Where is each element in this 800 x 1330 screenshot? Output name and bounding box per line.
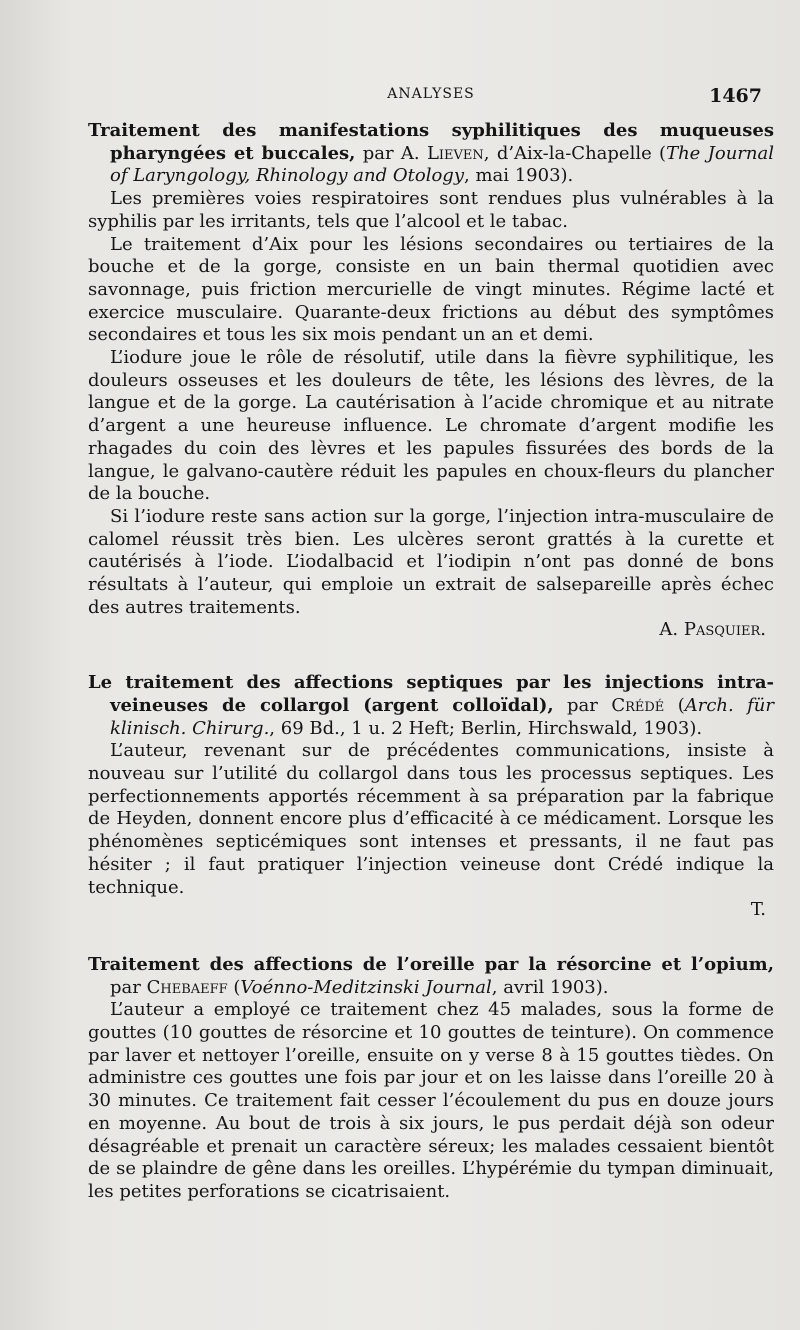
signature-text: A. Pasquier. bbox=[659, 619, 766, 641]
article-journal: Voénno-Meditzinski Journal bbox=[240, 976, 492, 998]
article-paragraph: Si l’iodure reste sans action sur la gorge, l’injection intra-musculaire de calomel réussit très bien. Les ulcères seront grattés à la curette et cautérisés à l’iode. L’iodalbacid et l’iodipin n’ont pas donné de bons résultats à l’auteur, qui emploie un extrait de salsepareille après échec des autres traitements. bbox=[88, 505, 774, 618]
article-author: Chebaeff bbox=[146, 976, 228, 998]
article-location: ( bbox=[227, 976, 241, 998]
article-paragraph: L’iodure joue le rôle de résolutif, utile dans la fièvre syphilitique, les douleurs osseuses et les douleurs de tête, les lésions des lèvres, de la langue et de la gorge. La cautérisation à l’acide chromique et au nitrate d’argent a une heureuse influence. Le chromate d’argent modifie les rhagades du coin des lèvres et les papules fissurées des bords de la langue, le galvano-cautère réduit les papules en choux-fleurs du plancher de la bouche. bbox=[88, 347, 774, 505]
article-collargol bbox=[88, 672, 774, 922]
article-by: par bbox=[110, 976, 147, 998]
article-title: Traitement des manifestations syphilitiques des muqueuses pharyngées et buccales, bbox=[88, 120, 774, 164]
article-date: , mai 1903). bbox=[464, 165, 574, 187]
article-date: , 69 Bd., 1 u. 2 Heft; Berlin, Hirchswald, 1903). bbox=[269, 717, 703, 739]
article-syphilis bbox=[88, 120, 774, 642]
article-oreille bbox=[88, 954, 774, 1204]
article-date: , avril 1903). bbox=[491, 976, 609, 998]
article-signature bbox=[88, 619, 774, 642]
article-paragraph: L’auteur a employé ce traitement chez 45 malades, sous la forme de gouttes (10 gouttes de résorcine et 10 gouttes de teinture). On commence par laver et nettoyer l’oreille, ensuite on y verse 8 à 15 gouttes tièdes. On administre ces gouttes une fois par jour et on les laisse dans l’oreille 20 à 30 minutes. Ce traitement fait cesser l’écoulement du pus en douze jours en moyenne. Au bout de trois à six jours, le pus perdait déjà son odeur désagréable et prenait un caractère séreux; les malades cessaient bientôt de se plaindre de gêne dans les oreilles. L’hypérémie du tympan diminuait, les petites perforations se cicatrisaient. bbox=[88, 999, 774, 1202]
article-title: Le traitement des affections septiques par les injections intra-veineuses de collargol (argent colloïdal), bbox=[88, 672, 774, 716]
page-number: 1467 bbox=[709, 85, 762, 107]
article-location: , d’Aix-la-Chapelle ( bbox=[483, 142, 667, 164]
running-title: ANALYSES bbox=[387, 86, 475, 102]
article-by: par A. bbox=[355, 142, 427, 164]
article-paragraph: Les premières voies respiratoires sont rendues plus vulnérables à la syphilis par les irritants, tels que l’alcool et le tabac. bbox=[88, 188, 774, 232]
article-heading bbox=[88, 954, 774, 999]
article-author: Crédé bbox=[611, 694, 665, 716]
article-journal: Arch. für klinisch. Chirurg. bbox=[110, 694, 774, 739]
article-signature bbox=[88, 899, 774, 922]
article-paragraph: L’auteur, revenant sur de précédentes communications, insiste à nouveau sur l’utilité du collargol dans tous les processus septiques. Les perfectionnements apportés récemment à sa préparation par la fabrique de Heyden, donnent encore plus d’efficacité à ce médicament. Lorsque les phénomènes septicémiques sont intenses et pressants, il ne faut pas hésiter ; il faut pratiquer l’injection veineuse dont Crédé indique la technique. bbox=[88, 740, 774, 898]
running-head bbox=[88, 86, 774, 114]
article-by: par bbox=[553, 694, 612, 716]
article-heading bbox=[88, 120, 774, 188]
article-location: ( bbox=[664, 694, 685, 716]
article-paragraph: Le traitement d’Aix pour les lésions secondaires ou tertiaires de la bouche et de la gorge, consiste en un bain thermal quotidien avec savonnage, puis friction mercurielle de vingt minutes. Régime lacté et exercice musculaire. Quarante-deux frictions au début des symptômes secondaires et tous les six mois pendant un an et demi. bbox=[88, 233, 774, 346]
article-journal: The Journal of Laryngology, Rhinology and Otology bbox=[110, 142, 774, 187]
article-author: Lieven bbox=[426, 142, 484, 164]
article-heading bbox=[88, 672, 774, 740]
signature-text: T. bbox=[750, 899, 766, 921]
article-title: Traitement des affections de l’oreille par la résorcine et l’opium, bbox=[88, 953, 774, 975]
